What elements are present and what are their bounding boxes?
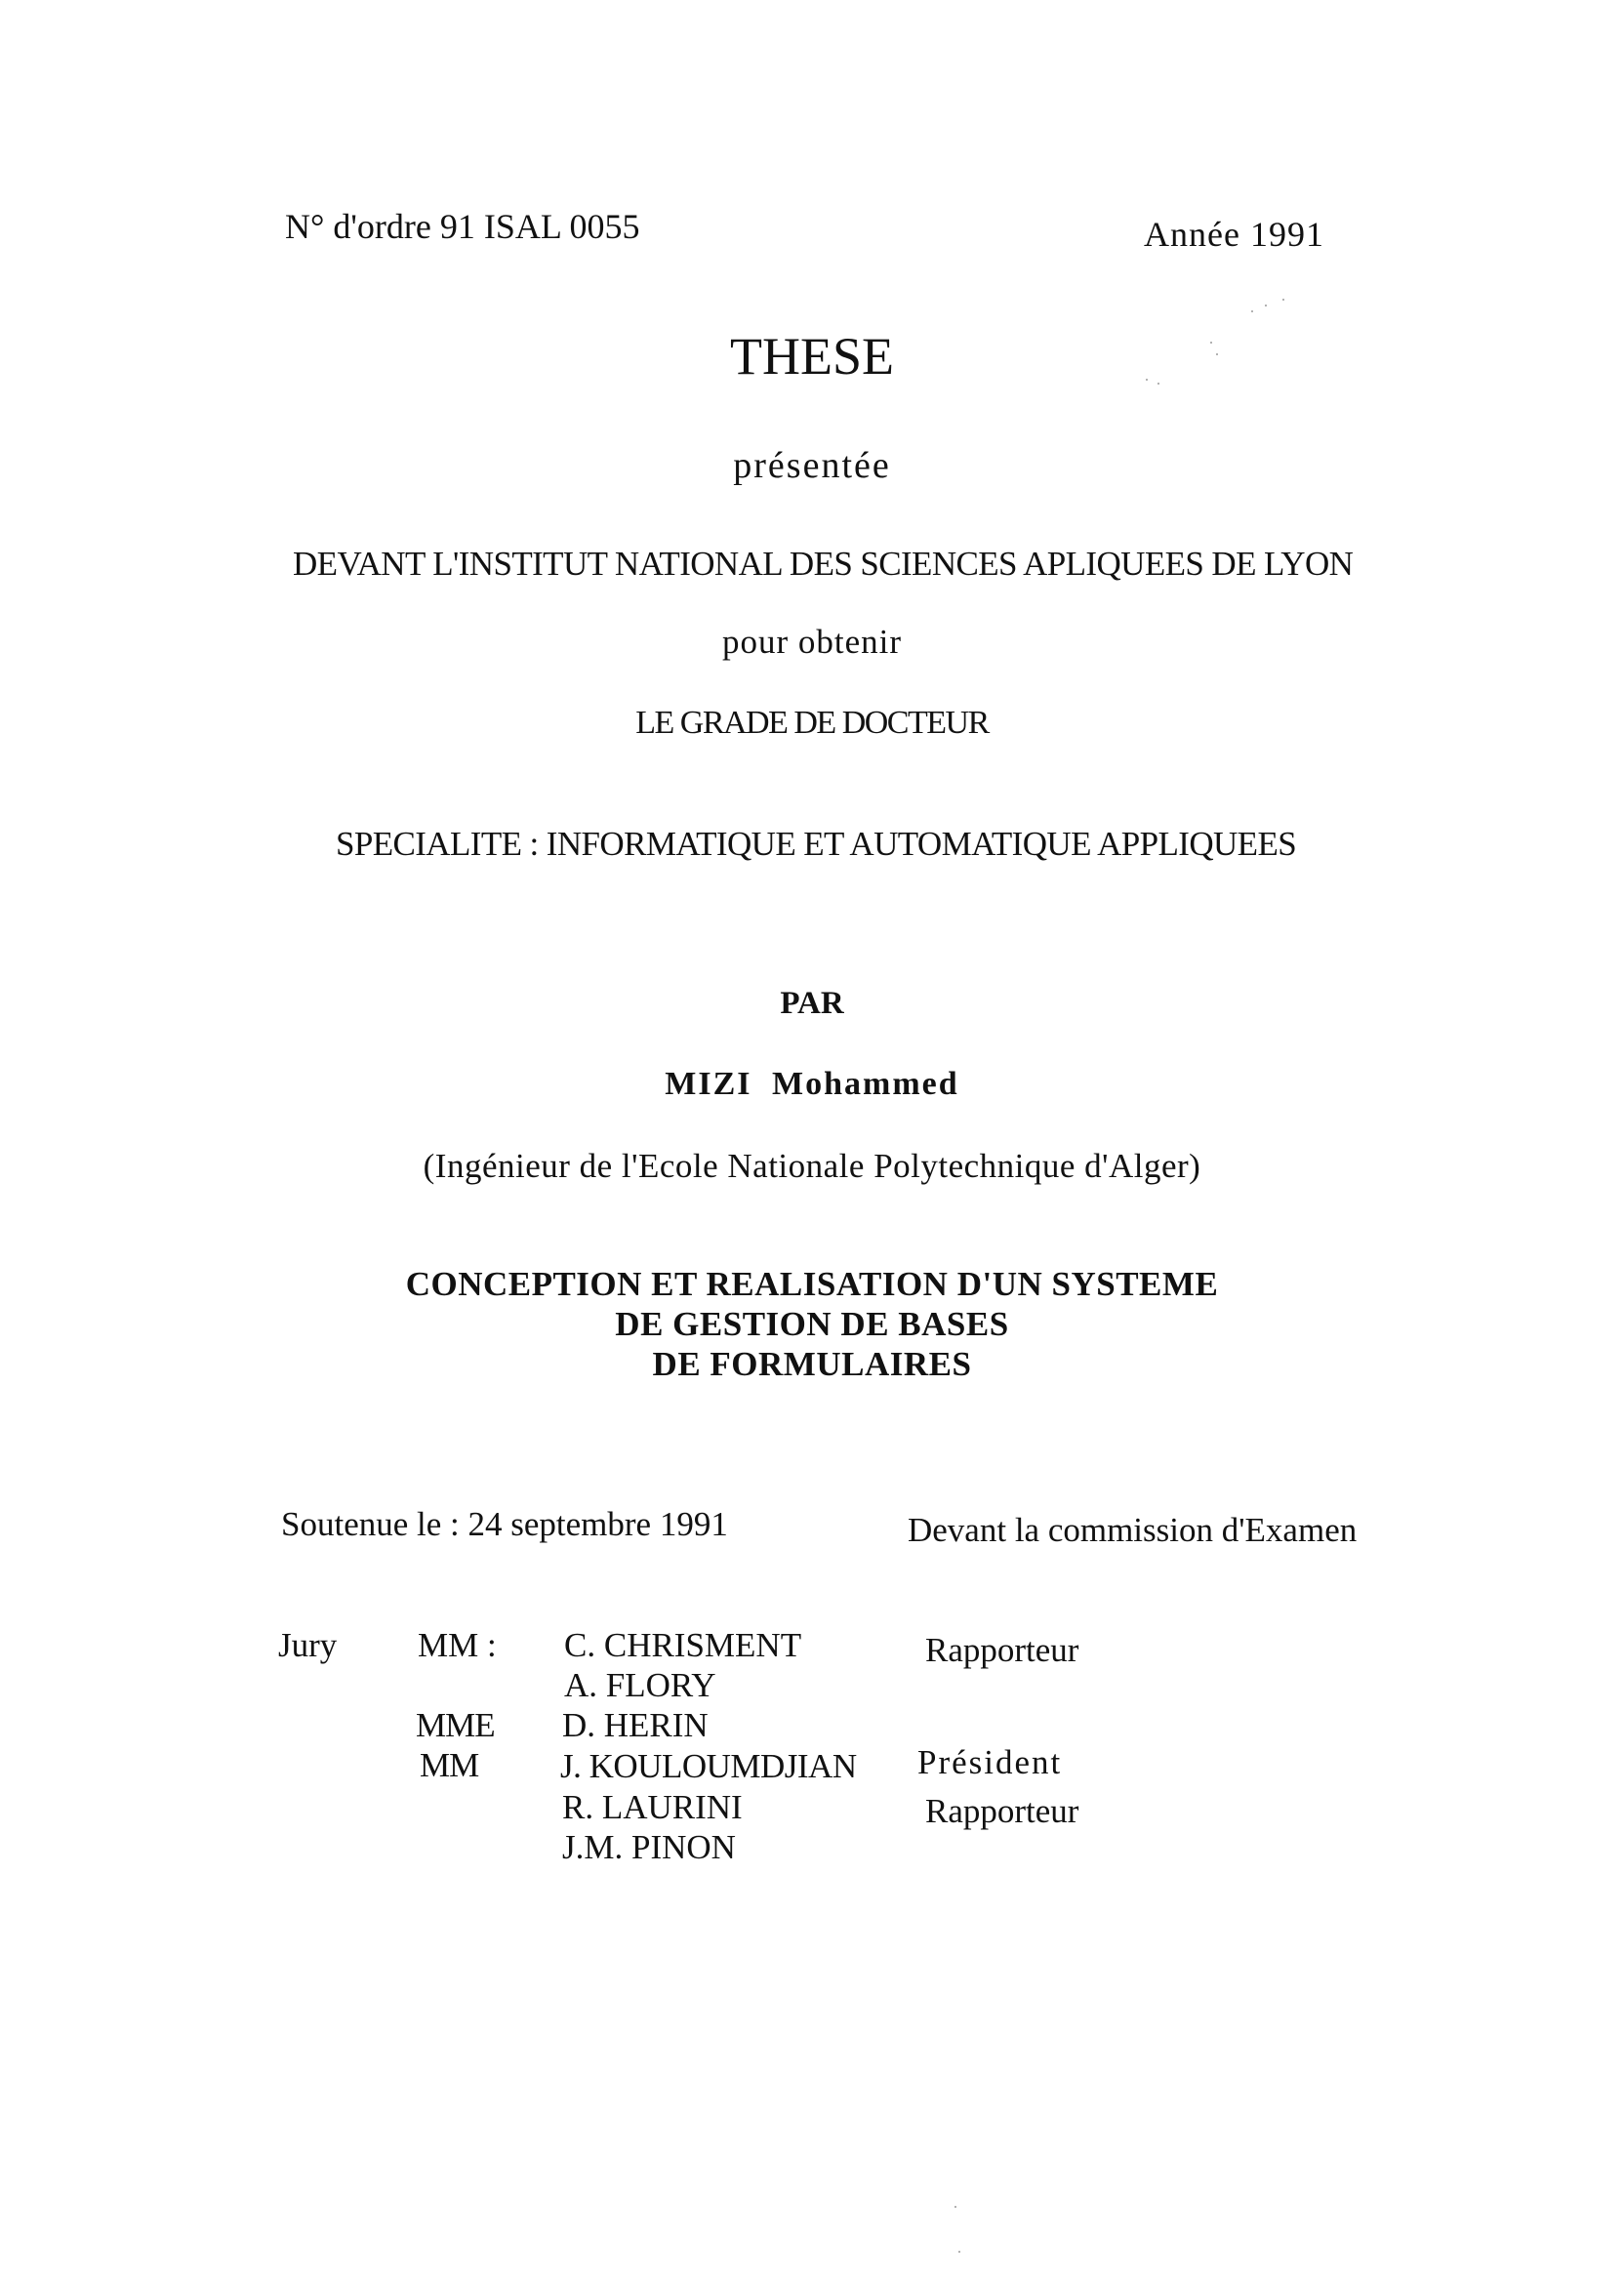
scan-speck xyxy=(1216,353,1218,355)
presented-line: présentée xyxy=(733,445,891,486)
scan-speck xyxy=(1251,310,1253,312)
jury-member-role: Président xyxy=(917,1743,1063,1781)
jury-member-name: C. CHRISMENT xyxy=(564,1626,802,1664)
jury-member-name: J.M. PINON xyxy=(562,1828,736,1866)
order-number: N° d'ordre 91 ISAL 0055 xyxy=(285,207,640,246)
jury-member-title: MME xyxy=(416,1706,495,1744)
scan-speck xyxy=(954,2206,956,2208)
scan-speck xyxy=(1157,383,1159,385)
grade-line: LE GRADE DE DOCTEUR xyxy=(635,705,989,741)
by-label: PAR xyxy=(780,986,844,1021)
thesis-title-line: CONCEPTION ET REALISATION D'UN SYSTEME xyxy=(405,1265,1219,1303)
jury-member-title: MM xyxy=(420,1746,479,1784)
defense-date: Soutenue le : 24 septembre 1991 xyxy=(281,1505,728,1543)
scan-speck xyxy=(1146,379,1148,381)
jury-member-role: Rapporteur xyxy=(925,1792,1079,1830)
to-obtain-line: pour obtenir xyxy=(721,623,903,661)
scan-speck xyxy=(1282,299,1284,301)
jury-member-name: R. LAURINI xyxy=(562,1788,743,1826)
committee-label: Devant la commission d'Examen xyxy=(908,1511,1358,1549)
jury-member-name: J. KOULOUMDJIAN xyxy=(560,1747,857,1785)
author-name: MIZI Mohammed xyxy=(665,1066,959,1102)
jury-member-role: Rapporteur xyxy=(925,1631,1079,1669)
institution-line: DEVANT L'INSTITUT NATIONAL DES SCIENCES APLIQUEES DE LYON xyxy=(293,545,1354,583)
scan-speck xyxy=(958,2251,960,2253)
thesis-title-line: DE GESTION DE BASES xyxy=(615,1305,1009,1343)
thesis-title-line: DE FORMULAIRES xyxy=(652,1345,972,1383)
author-credential: (Ingénieur de l'Ecole Nationale Polytechnique d'Alger) xyxy=(423,1147,1201,1185)
jury-member-name: A. FLORY xyxy=(564,1666,716,1704)
specialty-line: SPECIALITE : INFORMATIQUE ET AUTOMATIQUE APPLIQUEES xyxy=(336,825,1297,863)
document-type-heading: THESE xyxy=(730,327,894,386)
jury-member-name: D. HERIN xyxy=(562,1706,709,1744)
jury-member-title: MM : xyxy=(418,1626,497,1664)
scan-speck xyxy=(1265,305,1267,306)
year: Année 1991 xyxy=(1144,215,1324,254)
jury-label: Jury xyxy=(278,1626,338,1664)
scan-speck xyxy=(1210,342,1212,344)
